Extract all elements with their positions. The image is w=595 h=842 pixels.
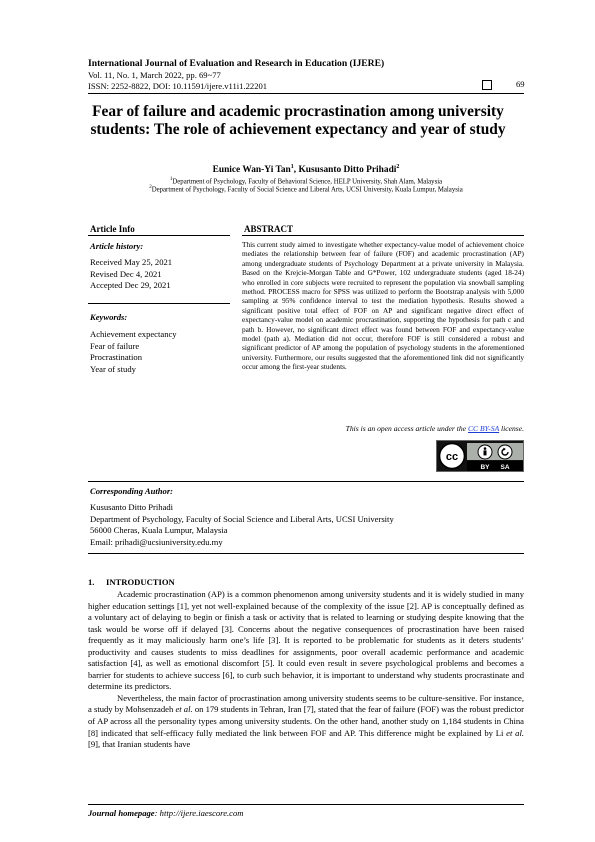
author-superscript: 1 <box>290 164 294 170</box>
cc-badge-by: BY <box>480 464 490 471</box>
affiliation-superscript: 2 <box>149 185 152 190</box>
history-heading: Article history: <box>90 241 144 251</box>
history-item: Received May 25, 2021 <box>90 257 173 267</box>
history-item: Accepted Dec 29, 2021 <box>90 280 171 290</box>
keyword-item: Year of study <box>90 363 136 374</box>
title-line: students: The role of achievement expectancy and year of study <box>90 121 506 138</box>
issn-doi: ISSN: 2252-8822, DOI: 10.11591/ijere.v11i1.22201 <box>88 81 268 91</box>
keywords-heading: Keywords: <box>90 312 128 322</box>
keyword-item: Fear of failure <box>90 340 140 351</box>
keyword-item: Achievement expectancy <box>90 329 177 339</box>
cc-badge-sa: SA <box>500 464 510 471</box>
paragraph: Nevertheless, the main factor of procrastination among university students seems to be culture-sensitive. For instance, a study by Mohsenzadeh et al. on 179 students in Tehran, Iran [7], stated that the fear of failure (FOF) was the robust predictor of AP across all the personality types among university students. On the other hand, another study on 1,184 students in China [8] indicated that self-efficacy fully mediated the link between FOF and AP. This difference might be explained by Li et al. [9], that Iranian students have <box>88 692 524 750</box>
corresponding-bottom-rule <box>88 553 524 554</box>
cc-badge-graphic-icon <box>437 441 523 471</box>
author-separator: , <box>293 165 299 176</box>
open-access-note <box>242 424 524 433</box>
homepage-separator: : <box>154 808 160 818</box>
page-box-icon <box>482 80 492 90</box>
author-name: Eunice Wan-Yi Tan <box>212 165 291 176</box>
affiliation <box>88 185 524 193</box>
abstract-heading: ABSTRACT <box>244 224 294 234</box>
article-info-heading: Article Info <box>90 224 135 234</box>
cc-badge-label: cc <box>445 451 459 463</box>
volume-info: Vol. 11, No. 1, March 2022, pp. 69~77 <box>88 70 221 80</box>
cc-by-sa-badge-icon[interactable] <box>436 440 524 472</box>
header-rule <box>88 93 524 94</box>
title-line: Fear of failure and academic procrastination among university <box>92 103 504 120</box>
corresponding-line: Department of Psychology, Faculty of Social Science and Liberal Arts, UCSI University <box>90 513 394 524</box>
section-title: INTRODUCTION <box>106 577 175 587</box>
corresponding-line: Email: prihadi@ucsiuniversity.edu.my <box>90 536 223 547</box>
section-heading <box>88 577 175 587</box>
section-number: 1. <box>88 577 95 587</box>
keyword-item: Procrastination <box>90 352 143 362</box>
author-name: Kususanto Ditto Prihadi <box>298 165 397 176</box>
abstract-rule <box>242 235 524 236</box>
corresponding-heading: Corresponding Author: <box>90 486 174 496</box>
corresponding-line: 56000 Cheras, Kuala Lumpur, Malaysia <box>90 525 228 535</box>
journal-homepage <box>88 808 243 818</box>
history-divider <box>88 303 230 304</box>
author-superscript: 2 <box>396 164 400 170</box>
homepage-label: Journal homepage <box>88 808 155 818</box>
corresponding-details <box>90 502 526 548</box>
author-list <box>88 164 524 175</box>
homepage-link[interactable]: http://ijere.iaescore.com <box>159 808 244 818</box>
intro-body <box>88 589 524 751</box>
page-number: 69 <box>516 79 525 89</box>
abstract-text: This current study aimed to investigate whether expectancy-value model of achievement choice mediates the relationship between fear of failure (FOF) and academic procrastination (AP) among undergraduate students of Psychology Department at a private university in Malaysia. Based on the Krejcie-Morgan Table and G*Power, 102 undergraduate students (aged 18-24) who enrolled in core subjects were recruited to represent the population via snowball sampling method. PROCESS macro for SPSS was utilized to perform the Bootstrap analysis with 5,000 sampling at 95% confidence interval to test the mediation hypothesis. Results showed a significant positive total effect of FOF on AP and significant negative direct effect of expectancy-value model on academic procrastination, supporting the hypothesis for path c and path b. However, no significant direct effect was found between FOF and expectancy-value model (path a). Mediation did not occur, therefore FOF is still considered a robust and significant predictor of AP among the population of psychology students in the aforementioned university. Furthermore, our results suggested that the aforementioned link did not significantly occur among the first-year students. <box>242 240 524 372</box>
affiliation-text: Department of Psychology, Faculty of Social Science and Liberal Arts, UCSI University, Kuala Lumpur, Malaysia <box>151 186 463 194</box>
article-info-rule <box>88 235 230 236</box>
paragraph: Academic procrastination (AP) is a common phenomenon among university students and it is widely studied in many higher education settings [1], yet not well-explained because of the complexity of the issue [2]. AP is conceptually defined as a voluntary act of delaying to begin or finish a task or activity that is related to learning or studying despite knowing that the task would be worse off if delayed [3]. Concerns about the negative consequences of procrastination have been raised frequently as it may maliciously harm one’s life [3]. It is reported to be problematic for students as it deters students’ productivity and causes students to miss deadlines for assignments, poor overall academic performance and academic satisfaction [4], as well as emotional discomfort [5]. It could even result in severe psychological problems and becomes a barrier for students to achieve success [6], to curb such behavior, it is important to understand why students procrastinate and determine its predictors. <box>88 589 524 692</box>
open-access-prefix: This is an open access article under the <box>345 424 468 433</box>
license-link[interactable]: CC BY-SA <box>467 424 500 433</box>
corresponding-line: Kususanto Ditto Prihadi <box>90 502 174 512</box>
affiliation-text: Department of Psychology, Faculty of Behavioral Science, HELP University, Shah Alam, Malaysia <box>172 178 443 186</box>
open-access-suffix: license. <box>499 424 524 433</box>
affiliation-superscript: 1 <box>169 177 173 182</box>
footer-rule <box>88 804 524 805</box>
keyword-list <box>90 329 177 375</box>
journal-name: International Journal of Evaluation and Research in Education (IJERE) <box>88 58 385 69</box>
history-item: Revised Dec 4, 2021 <box>90 268 162 279</box>
corresponding-rule <box>88 481 524 482</box>
paper-title <box>70 103 526 139</box>
history-list <box>90 257 172 292</box>
